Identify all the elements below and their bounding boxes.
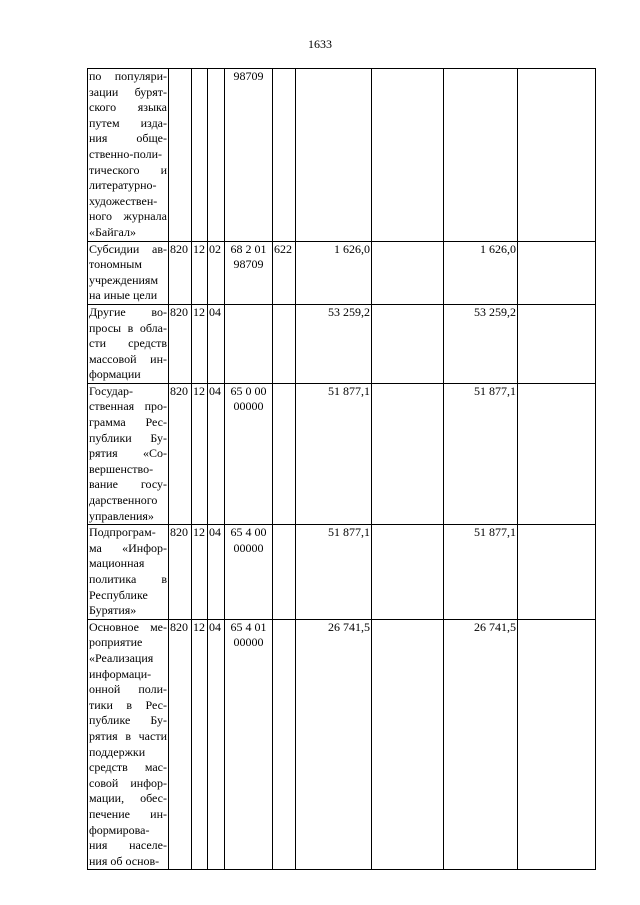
expense-type	[273, 69, 296, 242]
department-code: 820	[169, 525, 192, 620]
subsection-code	[208, 69, 225, 242]
row-name-line: рятия в части	[89, 728, 167, 743]
row-name-line: сти средств	[89, 336, 167, 351]
amount-repeat	[444, 69, 518, 242]
amount-column-7	[372, 525, 444, 620]
row-name-line: по популяри-	[89, 69, 167, 83]
amount-repeat: 26 741,5	[444, 619, 518, 870]
amount-column-9	[518, 383, 596, 524]
target-article-line: 00000	[233, 635, 264, 650]
subsection-code: 02	[208, 241, 225, 304]
amount-column-7	[372, 69, 444, 242]
row-name-line: публики Бу-	[89, 430, 167, 445]
row-name-line: печение ин-	[89, 806, 167, 821]
row-name-line: Бурятия»	[89, 603, 137, 618]
amount-column-9	[518, 241, 596, 304]
row-name-line: политика в	[89, 572, 167, 586]
amount-repeat: 51 877,1	[444, 383, 518, 524]
amount-column-9	[518, 304, 596, 383]
amount-column-7	[372, 619, 444, 870]
section-code: 12	[192, 619, 208, 870]
amount-total: 53 259,2	[296, 304, 372, 383]
row-name-line: публике Бу-	[89, 713, 167, 728]
expense-type	[273, 619, 296, 870]
row-name-line: литературно-	[89, 178, 157, 193]
amount-total: 51 877,1	[296, 525, 372, 620]
department-code: 820	[169, 241, 192, 304]
section-code: 12	[192, 525, 208, 620]
row-name-line: Подпрограм-	[89, 525, 156, 540]
row-name-line: вание госу-	[89, 477, 167, 492]
row-name-line: ния обще-	[89, 131, 167, 146]
table-row	[88, 69, 596, 242]
amount-column-9	[518, 619, 596, 870]
amount-repeat: 53 259,2	[444, 304, 518, 383]
target-article-line: 00000	[233, 540, 264, 555]
row-name-line: мации, обес-	[89, 791, 167, 806]
row-name-line: формации	[89, 367, 141, 382]
amount-column-7	[372, 383, 444, 524]
table-row	[88, 304, 596, 383]
amount-total: 1 626,0	[296, 241, 372, 304]
target-article-line: 00000	[233, 399, 264, 414]
row-name-line: информаци-	[89, 666, 152, 681]
section-code	[192, 69, 208, 242]
row-name-line: зации бурят-	[89, 84, 167, 99]
row-name-line: поддержки	[89, 744, 146, 759]
row-name-line: массовой ин-	[89, 351, 167, 366]
row-name-line: ственно-поли-	[89, 146, 163, 161]
amount-total: 51 877,1	[296, 383, 372, 524]
row-name-line: роприятие	[89, 635, 143, 650]
amount-column-9	[518, 525, 596, 620]
target-article-line: 68 2 01	[230, 241, 267, 256]
row-name-line: ма «Инфор-	[89, 540, 167, 555]
row-name	[88, 383, 169, 524]
subsection-code: 04	[208, 525, 225, 620]
row-name-line: управления»	[89, 508, 154, 523]
row-name	[88, 69, 169, 242]
row-name-line: «Байгал»	[89, 224, 136, 239]
expense-type	[273, 525, 296, 620]
row-name-line: ского языка	[89, 100, 167, 115]
department-code: 820	[169, 619, 192, 870]
row-name-line: на иные цели	[89, 288, 158, 303]
page-number: 1633	[308, 37, 332, 51]
row-name-line: совой инфор-	[89, 775, 167, 790]
row-name	[88, 241, 169, 304]
department-code	[169, 69, 192, 242]
budget-table	[87, 68, 596, 870]
amount-column-9	[518, 69, 596, 242]
target-article	[225, 241, 273, 304]
row-name-line: грамма Рес-	[89, 415, 167, 430]
target-article-line: 65 4 00	[230, 525, 267, 540]
target-article-line: 98709	[233, 69, 264, 83]
row-name-line: вершенство-	[89, 461, 154, 476]
row-name-line: ния населе-	[89, 838, 167, 853]
row-name-line: Государ-	[89, 383, 134, 398]
section-code: 12	[192, 383, 208, 524]
row-name	[88, 304, 169, 383]
row-name	[88, 525, 169, 620]
department-code: 820	[169, 383, 192, 524]
row-name-line: дарственного	[89, 493, 158, 508]
row-name-line: средств мас-	[89, 760, 167, 775]
expense-type	[273, 304, 296, 383]
expense-type: 622	[273, 241, 296, 304]
section-code: 12	[192, 304, 208, 383]
row-name-line: Субсидии ав-	[89, 241, 167, 256]
row-name-line: Основное ме-	[89, 619, 167, 634]
subsection-code: 04	[208, 619, 225, 870]
table-row	[88, 525, 596, 620]
table-row	[88, 241, 596, 304]
target-article	[225, 304, 273, 383]
row-name-line: ного журнала	[89, 209, 167, 224]
target-article	[225, 619, 273, 870]
target-article	[225, 525, 273, 620]
section-code: 12	[192, 241, 208, 304]
row-name-line: Республике	[89, 587, 148, 602]
amount-repeat: 51 877,1	[444, 525, 518, 620]
row-name-line: онной поли-	[89, 682, 167, 697]
row-name-line: ния об основ-	[89, 853, 160, 868]
target-article	[225, 69, 273, 242]
subsection-code: 04	[208, 383, 225, 524]
amount-repeat: 1 626,0	[444, 241, 518, 304]
subsection-code: 04	[208, 304, 225, 383]
target-article	[225, 383, 273, 524]
row-name-line: тического и	[89, 162, 167, 177]
table-row	[88, 619, 596, 870]
amount-total: 26 741,5	[296, 619, 372, 870]
row-name-line: путем изда-	[89, 115, 167, 130]
expense-type	[273, 383, 296, 524]
amount-column-7	[372, 304, 444, 383]
amount-total	[296, 69, 372, 242]
target-article-line: 65 0 00	[230, 383, 267, 398]
row-name-line: художествен-	[89, 193, 158, 208]
row-name-line: просы в обла-	[89, 320, 167, 335]
row-name-line: рятия «Со-	[89, 446, 167, 461]
row-name-line: тономным	[89, 257, 142, 272]
table-row	[88, 383, 596, 524]
row-name-line: учреждениям	[89, 272, 159, 287]
row-name	[88, 619, 169, 870]
row-name-line: ственная про-	[89, 399, 167, 414]
amount-column-7	[372, 241, 444, 304]
row-name-line: формирова-	[89, 822, 150, 837]
row-name-line: тики в Рес-	[89, 697, 167, 712]
table-body	[88, 69, 596, 870]
row-name-line: мационная	[89, 556, 145, 571]
row-name-line: Другие во-	[89, 304, 167, 319]
target-article-line: 98709	[233, 257, 264, 272]
target-article-line: 65 4 01	[230, 619, 267, 634]
department-code: 820	[169, 304, 192, 383]
row-name-line: «Реализация	[89, 650, 154, 665]
